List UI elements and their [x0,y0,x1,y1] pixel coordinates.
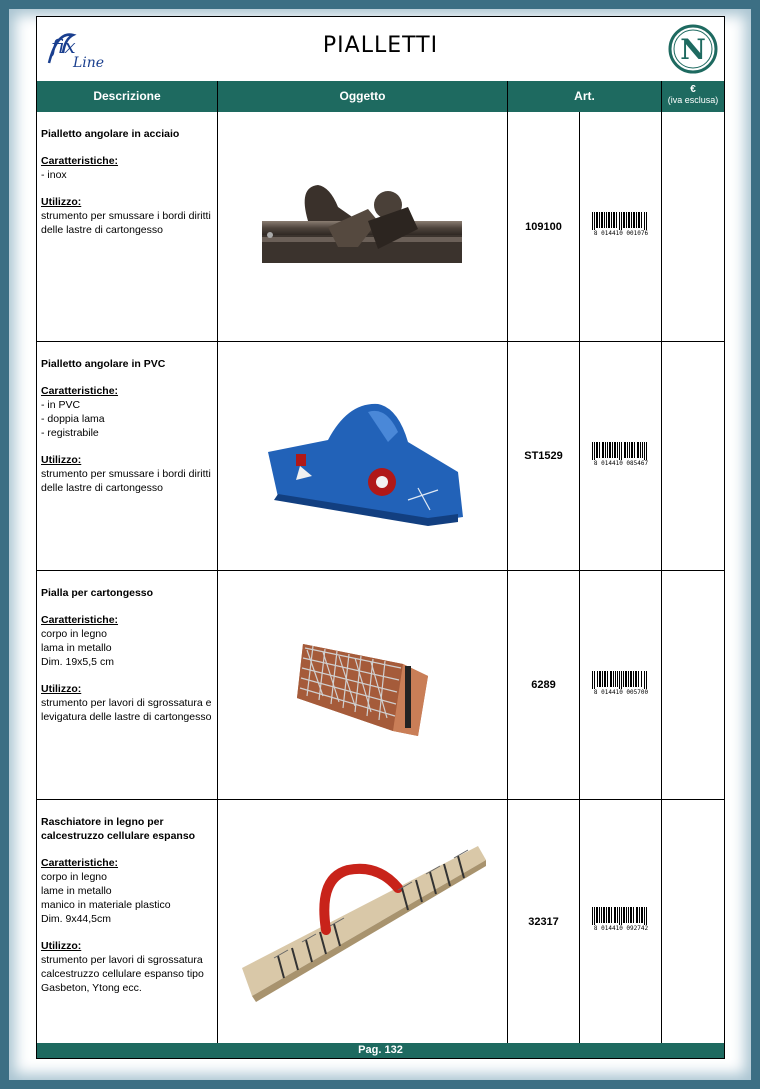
svg-text:N: N [680,33,706,66]
features-label: Caratteristiche: [41,857,119,869]
usage-label: Utilizzo: [41,940,82,952]
brand-n-logo [667,23,719,75]
catalog-page [36,16,725,1059]
price-cell [662,571,724,799]
features-label: Caratteristiche: [41,385,119,397]
table-row [37,342,724,571]
page-title: PIALLETTI [322,33,439,58]
feature-line: lame in metallo [41,885,112,897]
svg-text:Line: Line [73,55,105,71]
usage-text: strumento per smussare i bordi diritti delle lastre di cartongesso [41,468,211,494]
barcode-cell [580,112,662,341]
object-cell [218,342,508,570]
col-art: Art. [508,81,662,112]
barcode-number: 8 014410 092742 [593,925,649,932]
product-name: Raschiatore in legno per calcestruzzo cellulare espanso [41,816,196,842]
usage-text: strumento per smussare i bordi diritti delle lastre di cartongesso [41,210,211,236]
product-name: Pialla per cartongesso [41,587,154,599]
plasterboard-rasp-image [293,636,438,746]
euro-symbol: € [690,84,696,95]
description-cell [37,112,218,341]
page-number: Pag. 132 [37,1043,724,1058]
col-descrizione: Descrizione [37,81,218,112]
col-price [662,81,724,112]
description-cell [37,342,218,570]
art-code: 32317 [508,800,580,1043]
description-cell [37,571,218,799]
usage-label: Utilizzo: [41,683,82,695]
price-cell [662,342,724,570]
barcode-cell [580,342,662,570]
object-cell [218,800,508,1043]
product-name: Pialletto angolare in PVC [41,358,166,370]
page-header [37,17,724,82]
price-cell [662,112,724,341]
barcode-cell [580,800,662,1043]
table-header [37,81,724,112]
art-code: 109100 [508,112,580,341]
col-oggetto: Oggetto [218,81,508,112]
features-label: Caratteristiche: [41,614,119,626]
feature-line: Dim. 19x5,5 cm [41,656,114,668]
object-cell [218,112,508,341]
feature-line: lama in metallo [41,642,112,654]
feature-line: Dim. 9x44,5cm [41,913,112,925]
product-name: Pialletto angolare in acciaio [41,128,180,140]
feature-line: - registrabile [41,427,99,439]
table-row [37,571,724,800]
art-code: ST1529 [508,342,580,570]
barcode-number: 8 014410 085467 [593,460,649,467]
pvc-angle-plane-image [258,392,468,527]
feature-line: corpo in legno [41,628,107,640]
barcode-number: 8 014410 005700 [593,689,649,696]
barcode-cell [580,571,662,799]
feature-line: manico in materiale plastico [41,899,171,911]
usage-text: strumento per lavori di sgrossatura calcestruzzo cellulare espanso tipo Gasbeton, Ytong ecc. [41,954,204,994]
table-row [37,112,724,342]
steel-angle-plane-image [258,177,468,272]
feature-line: - doppia lama [41,413,105,425]
wooden-scraper-image [238,838,488,1008]
usage-label: Utilizzo: [41,196,82,208]
features-label: Caratteristiche: [41,155,119,167]
svg-text:fix: fix [51,34,76,58]
art-code: 6289 [508,571,580,799]
feature-line: - in PVC [41,399,81,411]
object-cell [218,571,508,799]
price-cell [662,800,724,1043]
feature-line: - inox [41,169,67,181]
usage-text: strumento per lavori di sgrossatura e levigatura delle lastre di cartongesso [41,697,212,723]
vat-note: (iva esclusa) [667,95,719,105]
feature-line: corpo in legno [41,871,107,883]
usage-label: Utilizzo: [41,454,82,466]
description-cell [37,800,218,1043]
table-row [37,800,724,1043]
barcode-number: 8 014410 001076 [593,230,649,237]
